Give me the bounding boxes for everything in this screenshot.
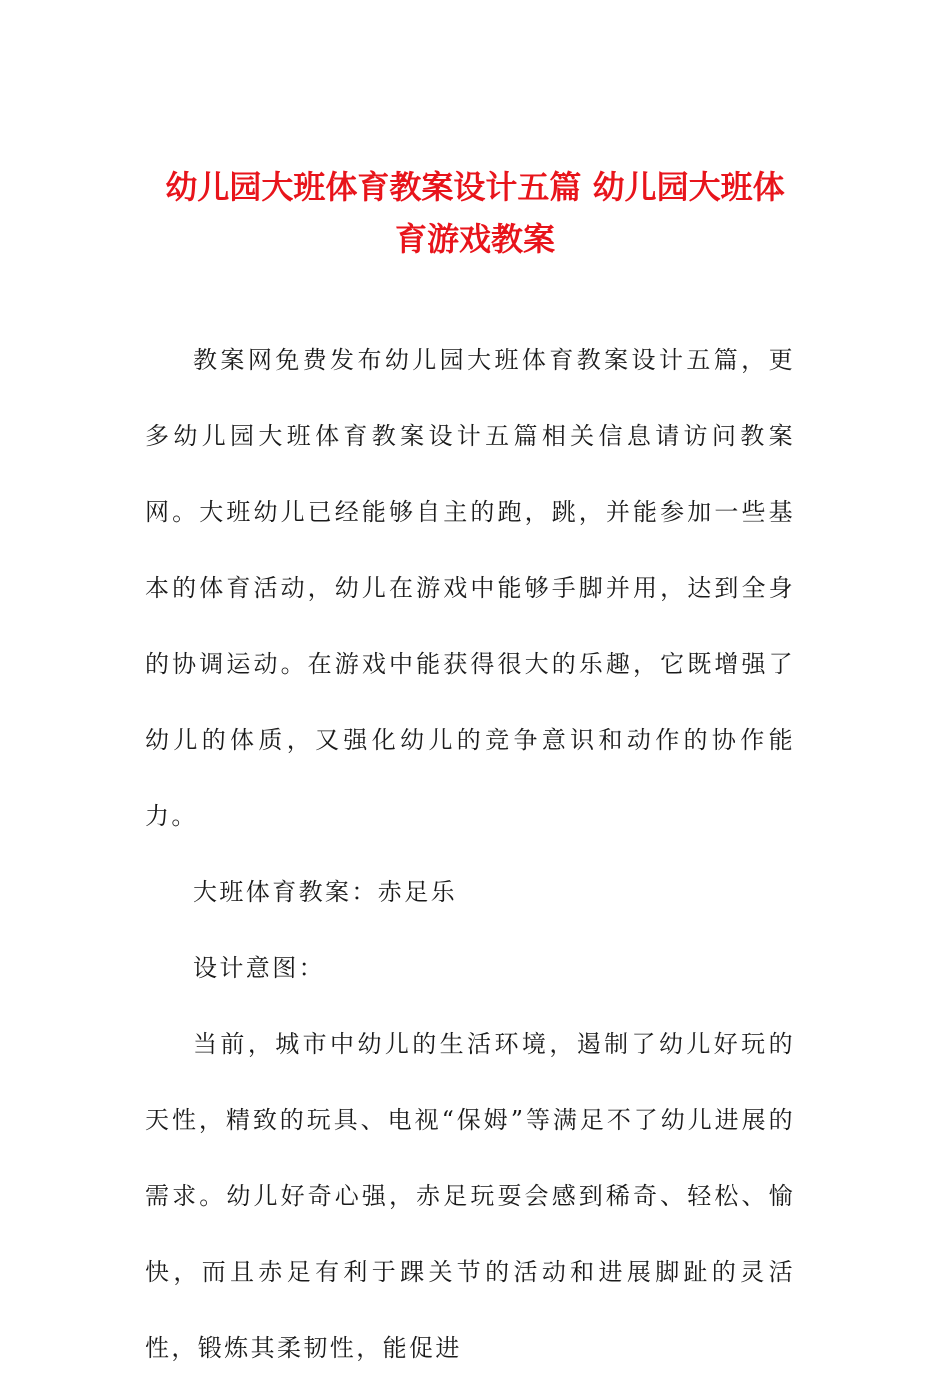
lesson-heading: 大班体育教案：赤足乐 [193,878,457,906]
title-line-1: 幼儿园大班体育教案设计五篇 幼儿园大班体 [165,168,785,207]
intro-paragraph: 教案网免费发布幼儿园大班体育教案设计五篇，更多幼儿园大班体育教案设计五篇相关信息请访问教案网。大班幼儿已经能够自主的跑，跳，并能参加一些基本的体育活动，幼儿在游戏中能够手脚并用，达到全身的协调运动。在游戏中能获得很大的乐趣，它既增强了幼儿的体质，又强化幼儿的竞争意识和动作的协作能力。 [145,346,795,830]
title-line-2: 育游戏教案 [394,220,555,259]
document-title [100,161,850,265]
design-intent-heading: 设计意图： [193,954,325,982]
document-body [145,322,795,1386]
design-intent-paragraph: 当前，城市中幼儿的生活环境，遏制了幼儿好玩的天性，精致的玩具、电视“保姆”等满足不了幼儿进展的需求。幼儿好奇心强，赤足玩耍会感到稀奇、轻松、愉快，而且赤足有利于踝关节的活动和进展脚趾的灵活性，锻炼其柔韧性，能促进 [145,1030,795,1362]
